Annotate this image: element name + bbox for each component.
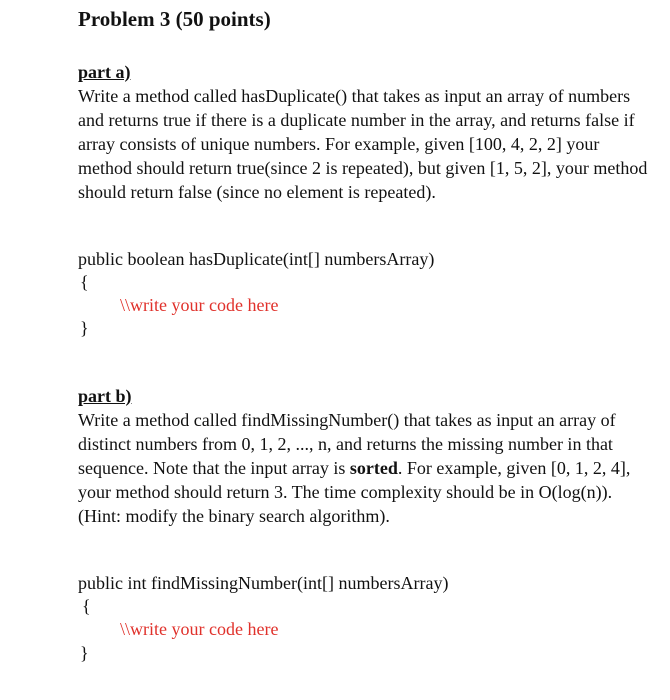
part-b-close-brace: } (80, 643, 89, 663)
part-a-code-comment: \\write your code here (120, 295, 279, 315)
part-b-description-start: Write a method called findMissingNumber() that takes as input an array of distinct numbers from 0, 1, 2, ..., n, and returns the missing number in that sequence. Note that the input array is (78, 410, 616, 478)
part-a-open-brace: { (80, 272, 89, 292)
part-a-label: part a) (78, 62, 131, 82)
part-b-label: part b) (78, 386, 132, 406)
part-b-description (78, 408, 653, 528)
part-b-signature: public int findMissingNumber(int[] numbersArray) (78, 573, 449, 593)
part-a-description: Write a method called hasDuplicate() that takes as input an array of numbers and returns true if there is a duplicate number in the array, and returns false if array consists of unique numbers. For example, given [100, 4, 2, 2] your method should return true(since 2 is repeated), but given [1, 5, 2], your method should return false (since no element is repeated). (78, 86, 648, 202)
problem-title: Problem 3 (50 points) (78, 7, 271, 31)
part-b-description-end: . For example, given [0, 1, 2, 4], your method should return 3. The time complexity should be in O(log(n)). (Hint: modify the binary search algorithm). (78, 458, 631, 526)
part-a-section (78, 60, 653, 204)
part-a-close-brace: } (80, 318, 89, 338)
part-b-description-bold: sorted (349, 458, 398, 478)
part-a-signature: public boolean hasDuplicate(int[] numbersArray) (78, 249, 435, 269)
part-b-open-brace: { (82, 596, 91, 616)
part-b-section (78, 384, 653, 528)
part-b-code-comment: \\write your code here (120, 619, 279, 639)
